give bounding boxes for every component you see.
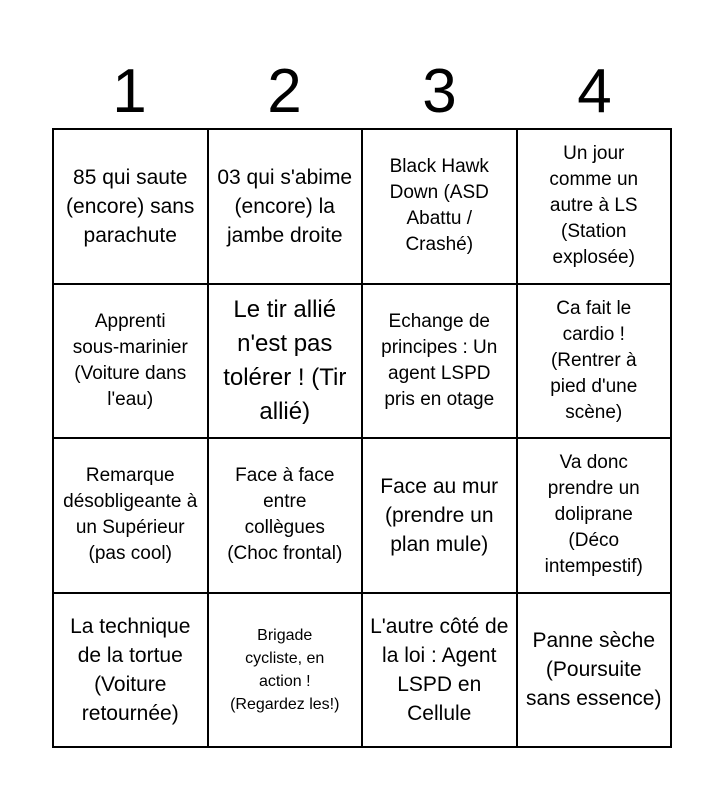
bingo-cell[interactable] — [363, 439, 518, 594]
cell-text: Panne sèche (Poursuite sans essence) — [526, 629, 662, 711]
cell-text: Echange de principes : Un agent LSPD pris en otage — [381, 310, 498, 410]
cell-text: L'autre côté de la loi : Agent LSPD en Cellule — [370, 614, 509, 725]
bingo-cell[interactable] — [209, 285, 364, 440]
bingo-cell[interactable] — [54, 285, 209, 440]
bingo-cell[interactable] — [518, 130, 673, 285]
column-number-4: 4 — [577, 57, 612, 126]
cell-text: Face à face entre collègues (Choc frontal) — [227, 465, 343, 565]
cell-text: Face au mur (prendre un plan mule) — [380, 474, 499, 556]
bingo-cell[interactable] — [518, 285, 673, 440]
cell-text: Un jour comme un autre à LS (Station explosée) — [549, 143, 639, 269]
cell-text: Le tir allié n'est pas tolérer ! (Tir allié) — [223, 295, 347, 425]
column-number-1: 1 — [112, 57, 147, 126]
column-number-3: 3 — [422, 57, 457, 126]
cell-text: Va donc prendre un doliprane (Déco intempestif) — [544, 452, 643, 578]
bingo-cell[interactable] — [209, 130, 364, 285]
cell-text: 03 qui s'abime (encore) la jambe droite — [217, 165, 353, 247]
bingo-cell[interactable] — [363, 130, 518, 285]
cell-text: 85 qui saute (encore) sans parachute — [66, 165, 195, 247]
bingo-grid — [52, 128, 672, 748]
bingo-cell[interactable] — [209, 594, 364, 749]
cell-text: Black Hawk Down (ASD Abattu / Crashé) — [389, 156, 489, 256]
cell-text: Ca fait le cardio ! (Rentrer à pied d'une scène) — [550, 297, 638, 423]
bingo-header — [52, 58, 672, 126]
cell-text: Brigade cycliste, en action ! (Regardez les!) — [230, 626, 340, 713]
bingo-cell[interactable] — [54, 594, 209, 749]
bingo-cell[interactable] — [363, 285, 518, 440]
bingo-cell[interactable] — [54, 130, 209, 285]
bingo-cell[interactable] — [518, 594, 673, 749]
bingo-cell[interactable] — [209, 439, 364, 594]
cell-text: Apprenti sous-marinier (Voiture dans l'eau) — [72, 310, 188, 410]
bingo-cell[interactable] — [54, 439, 209, 594]
cell-text: Remarque désobligeante à un Supérieur (pas cool) — [63, 465, 198, 565]
column-number-2: 2 — [267, 57, 302, 126]
bingo-cell[interactable] — [518, 439, 673, 594]
cell-text: La technique de la tortue (Voiture retournée) — [70, 614, 191, 725]
bingo-cell[interactable] — [363, 594, 518, 749]
